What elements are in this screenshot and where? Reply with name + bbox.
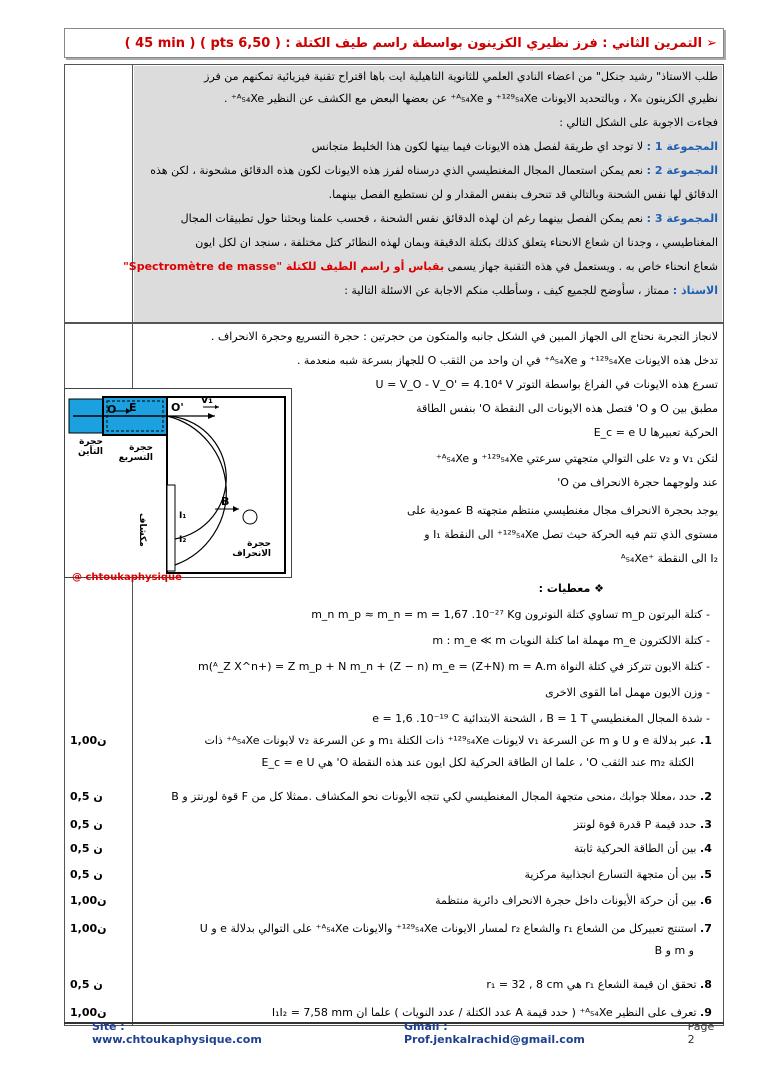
question-number: 8.: [700, 978, 712, 991]
question-points: 0,5 ن: [70, 842, 103, 855]
question-item: [200, 922, 718, 936]
question-points: 1,00ن: [70, 922, 107, 935]
question-number: 6.: [700, 894, 712, 907]
exp-line-10: ᴬ₅₄Xe⁺ الى النقطة I₂: [620, 552, 718, 565]
mass-spectrometer-figure: [64, 388, 292, 578]
diamond-icon: ❖: [590, 582, 604, 595]
question-text: عبر بدلالة e و U و m عن السرعة v₁ لايونات ¹²⁹₅₄Xe⁺ ذات الكتلة m₁ و عن السرعة v₂ لايونات ᴬ₅₄Xe⁺ ذات: [204, 734, 700, 747]
question-text: حدد قيمة P قدرة قوة لونتز: [573, 818, 700, 831]
question-number: 9.: [700, 1006, 712, 1019]
question-text: بين أن متجهة التسارع انجذابية مركزية: [524, 868, 700, 881]
group-3-answer: المجموعة 3 : نعم يمكن الفصل بينهما رغم ان لهذه الدقائق نفس الشحنة ، فحسب علمنا وبحثنا حول تطبيقات المجال: [180, 212, 718, 225]
question-text: بين أن الطاقة الحركية ثابتة: [573, 842, 700, 855]
question-number: 5.: [700, 868, 712, 881]
question-points: 0,5 ن: [70, 790, 103, 803]
intro-line-1: طلب الاستاذ" رشيد جنكل" من اعضاء النادي العلمي للثانوية التاهيلية ايت باها اقتراح تقنية فيزيائية تمكنهم من فرز: [204, 70, 718, 83]
question-text: استنتج تعبيركل من الشعاع r₁ والشعاع r₂ لمسار الايونات ¹²⁹₅₄Xe⁺ والايونات ᴬ₅₄Xe⁺ على التوالي بدلالة e و U: [199, 922, 700, 935]
question-text: بين أن حركة الأيونات داخل حجرة الانحراف دائرية منتظمة: [435, 894, 700, 907]
question-number: 1.: [700, 734, 712, 747]
question-text-cont: و m و B: [654, 944, 694, 957]
question-item: [435, 894, 718, 908]
watermark: @ chtoukaphysique: [72, 572, 182, 583]
deflection-chamber-label: حجرة الانحراف: [232, 539, 271, 559]
question-points: 1,00ن: [70, 894, 107, 907]
o-label: O: [107, 403, 117, 416]
question-item: [525, 868, 718, 882]
group-2-answer: المجموعة 2 : نعم يمكن استعمال المجال المغنطيسي الذي درسناه لفرز هذه الايونات لكون هذه الدقائق مشحونة ، لكن هذه: [150, 164, 718, 177]
e-field-label: E: [129, 401, 137, 414]
exp-line-8: يوجد بحجرة الانحراف مجال مغنطيسي منتظم متجهته B عمودية على: [407, 504, 718, 517]
group-2-answer-cont: الدقائق لها نفس الشحنة وبالتالي قد تنحرف بنفس المقدار و لن نستطيع الفصل بينهما.: [328, 188, 718, 201]
exp-line-9: مستوى الذي تتم فيه الحركة حيث تصل ¹²⁹₅₄Xe⁺ الى النقطة I₁ و: [424, 528, 718, 541]
question-number: 3.: [700, 818, 712, 831]
exp-line-6: لتكن v₁ و v₂ على التوالي متجهتي سرعتي ¹²⁹₅₄Xe⁺ و ᴬ₅₄Xe⁺: [435, 452, 718, 465]
intro-separator: [64, 322, 724, 324]
exercise-title: ➢ التمرين الثاني : فرز نظيري الكزينون بواسطة راسم طيف الكتلة : ( 6,50 pts ) ( 45 min ): [64, 28, 724, 58]
detector-label: مكشاف: [137, 513, 147, 547]
data-line-5: - شدة المجال المغنطيسي B = 1 T ، الشحنة الابتدائية e = 1,6 .10⁻¹⁹ C: [372, 712, 710, 725]
question-text: تعرف على النظير ᴬ₅₄Xe⁺ ( حدد قيمة A عدد الكتلة / عدد النويات ) علما ان I₁I₂ = 7,58 mm: [271, 1006, 700, 1019]
question-item: [204, 734, 718, 748]
group-3-answer-cont2: شعاع انحناء خاص به . ويستعمل في هذه التقنية جهاز يسمى بقباس أو راسم الطيف للكتلة "Spectromètre de masse": [123, 260, 718, 273]
i1-label: I₁: [179, 511, 187, 521]
page-footer: [64, 1020, 724, 1046]
question-number: 4.: [700, 842, 712, 855]
exp-line-5: الحركية تعبيرها E_c = e U: [593, 426, 718, 439]
question-item: [574, 842, 718, 856]
exp-line-2: تدخل هذه الايونات ¹²⁹₅₄Xe⁺ و ᴬ₅₄Xe⁺ في ان واحد من الثقب O للجهاز بسرعة شبه منعدمة .: [296, 354, 718, 367]
question-points: 1,00ن: [70, 1006, 107, 1019]
data-line-3: - كتلة الايون تتركز في كتلة النواة m(ᴬ_Z X^n+) = Z m_p + N m_n + (Z − n) m_e = (Z+N) m = A.m: [197, 660, 710, 673]
group-3-answer-cont: المغناطيسي ، وجدنا ان شعاع الانحناء يتعلق كذلك بكتلة الدقيقة وبمان لهذه النظائر كتل مختلفة ، سنجد ان لكل ايون: [195, 236, 718, 249]
footer-page-number: Page 2: [687, 1020, 715, 1046]
data-line-2: - كتلة الالكترون m_e مهملة اما كتلة النويات m : m_e ≪ m: [432, 634, 710, 647]
o-prime-label: O': [171, 401, 184, 414]
exp-line-1: لانجاز التجربة نحتاج الى الجهاز المبين في الشكل جانبه والمتكون من حجرتين : حجرة التسريع وحجرة الانحراف .: [210, 330, 718, 343]
question-number: 7.: [700, 922, 712, 935]
question-text-cont: الكتلة m₂ عند الثقب O' ، علما ان الطاقة الحركية لكل ايون عند هذه النقطة O' هي E_c = e U: [261, 756, 694, 769]
professor-reply: الاستاذ : ممتاز ، سأوضح للجميع كيف ، وسأطلب منكم الاجابة عن الاسئلة التالية :: [344, 284, 718, 297]
data-line-1: - كتلة البرتون m_p تساوي كتلة النوترون m_n m_p ≈ m_n = m = 1,67 .10⁻²⁷ Kg: [311, 608, 710, 621]
footer-gmail: Gmail : Prof.jenkalrachid@gmail.com: [404, 1020, 585, 1046]
question-points: 0,5 ن: [70, 818, 103, 831]
question-text: حدد ،معللا جوابك ،منحى متجهة المجال المغنطيسي لكي تتجه الأيونات نحو المكشاف .ممثلا كل من F قوة لورنتز و B: [171, 790, 700, 803]
data-line-4: - وزن الايون مهمل اما القوى الاخرى: [545, 686, 710, 699]
exp-line-4: مطبق بين O و O' فتصل هذه الايونات الى النقطة O' بنفس الطاقة: [416, 402, 718, 415]
v-label: v₁: [201, 393, 213, 406]
acceleration-chamber-label: حجرة التسريع: [118, 443, 153, 463]
footer-site: Site : www.chtoukaphysique.com: [92, 1020, 262, 1046]
question-item: [486, 978, 718, 992]
i2-label: I₂: [179, 535, 187, 545]
intro-line-2: نظيري الكزينون Xₑ ، وبالتحديد الايونات ¹²⁹₅₄Xe⁺ و ᴬ₅₄Xe⁺ عن بعضها البعض مع الكشف عن النظير ᴬ₅₄Xe⁺ .: [223, 92, 718, 105]
question-text: تحقق ان قيمة الشعاع r₁ هي r₁ = 32 , 8 cm: [486, 978, 700, 991]
exp-line-3: تسرع هذه الايونات في الفراغ بواسطة التوتر U = V_O - V_O' = 4.10⁴ V: [375, 378, 718, 391]
question-points: 1,00ن: [70, 734, 107, 747]
question-item: [272, 1006, 718, 1020]
question-number: 2.: [700, 790, 712, 803]
question-points: 0,5 ن: [70, 868, 103, 881]
question-item: [171, 790, 718, 804]
b-label: B: [221, 495, 230, 508]
exp-line-7: عند ولوجهما حجرة الانحراف من O': [557, 476, 718, 489]
data-heading: ❖ معطيات :: [538, 582, 604, 595]
exam-page: [64, 28, 724, 1050]
ionization-chamber-label: حجرة التأين: [78, 437, 103, 457]
group-1-answer: المجموعة 1 : لا توجد اي طريقة لفصل هذه الايونات فيما بينها لكون هذا الخليط متجانس: [311, 140, 718, 153]
question-item: [574, 818, 718, 832]
arrow-icon: ➢: [706, 35, 717, 51]
question-points: 0,5 ن: [70, 978, 103, 991]
intro-line-3: فجاءت الاجوبة على الشكل التالي :: [559, 116, 718, 129]
